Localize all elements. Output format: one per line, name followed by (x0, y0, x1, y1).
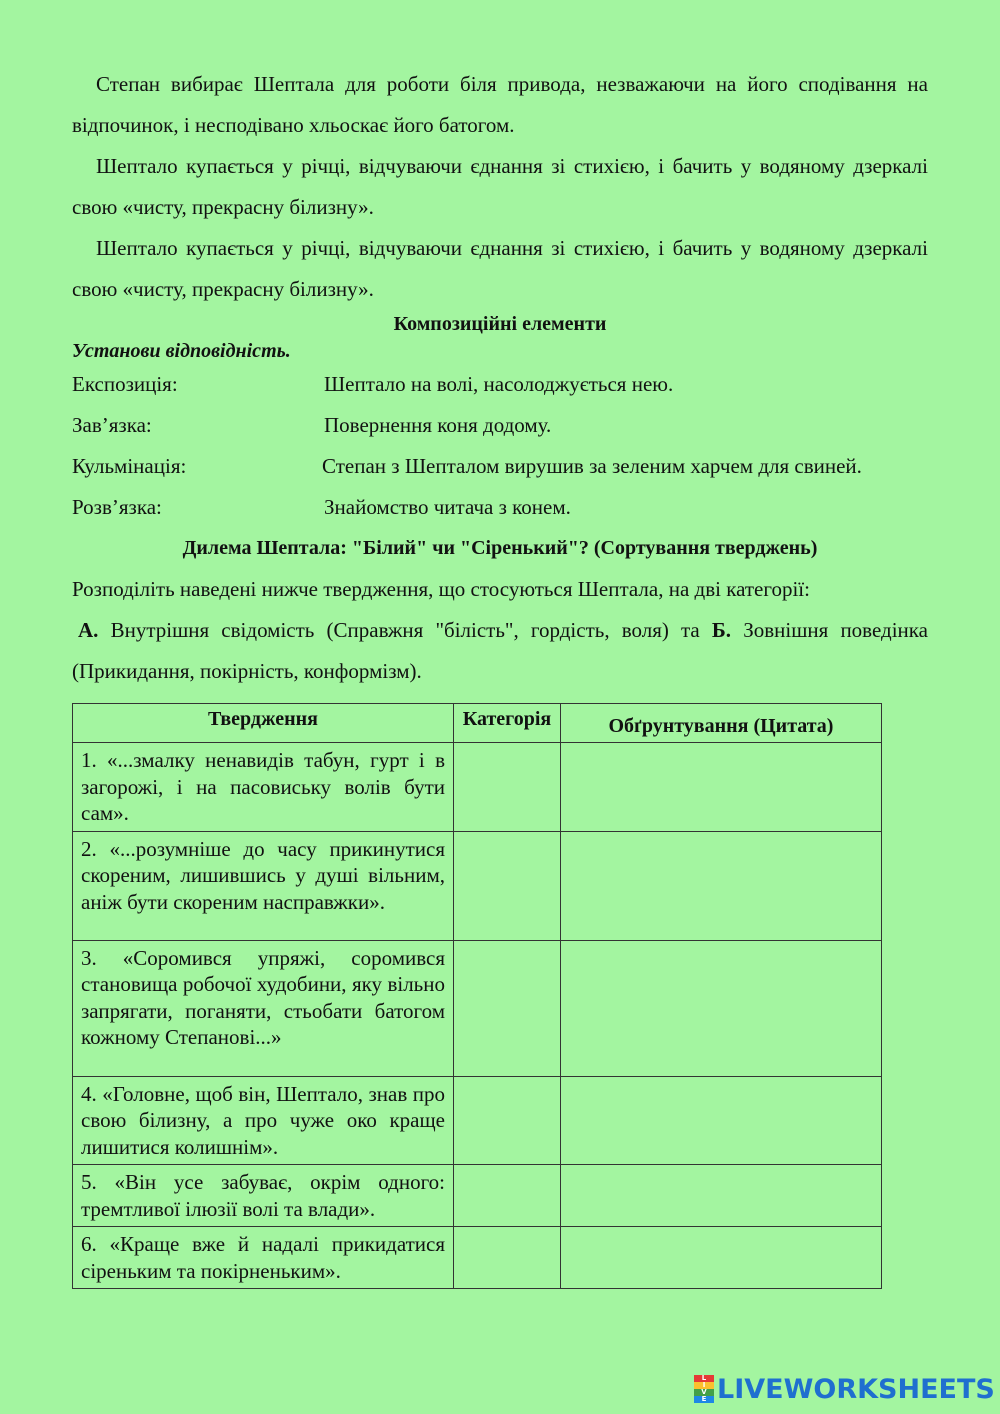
composition-instruction: Установи відповідність. (72, 340, 291, 362)
dilemma-intro: Розподіліть наведені нижче твердження, що стосуються Шептала, на дві категорії: (72, 577, 810, 601)
justification-cell[interactable] (561, 940, 882, 1076)
logo-mark-letter: L (694, 1375, 714, 1382)
match-value[interactable]: Знайомство читача з конем. (324, 495, 571, 519)
header-category: Категорія (454, 704, 561, 743)
justification-cell[interactable] (561, 831, 882, 940)
match-label: Розв’язка: (72, 495, 162, 519)
table-row (73, 1227, 882, 1289)
table-row (73, 1165, 882, 1227)
dilemma-categories (72, 610, 928, 692)
category-cell[interactable] (454, 743, 561, 832)
match-row-exposition (72, 364, 928, 405)
category-cell[interactable] (454, 1076, 561, 1165)
intro-paragraph-3: Шептало купається у річці, відчуваючи єднання зі стихією, і бачить у водяному дзеркалі свою «чисту, прекрасну білизну». (72, 236, 928, 301)
sorting-table (72, 703, 882, 1289)
category-b-text: Зовнішня поведінка (Прикидання, покірність, конформізм). (72, 618, 928, 683)
logo-mark-letter: E (694, 1396, 714, 1403)
match-value[interactable]: Повернення коня додому. (324, 413, 552, 437)
dilemma-title: Дилема Шептала: "Білий" чи "Сіренький"? (Сортування тверджень) (182, 537, 818, 559)
category-cell[interactable] (454, 1165, 561, 1227)
match-value[interactable]: Шептало на волі, насолоджується нею. (324, 372, 674, 396)
match-label: Зав’язка: (72, 413, 152, 437)
justification-cell[interactable] (561, 743, 882, 832)
table-header-row (73, 704, 882, 743)
match-label: Кульмінація: (72, 454, 187, 478)
intro-paragraph-1: Степан вибирає Шептала для роботи біля привода, незважаючи на його сподівання на відпочинок, і несподівано хльоскає його батогом. (72, 72, 928, 137)
statement-cell: 4. «Головне, щоб він, Шептало, знав про свою білизну, а про чуже око краще лишитися колишнім». (73, 1076, 454, 1165)
statement-cell: 6. «Краще вже й надалі прикидатися сіреньким та покірненьким». (73, 1227, 454, 1289)
logo-mark-icon (694, 1375, 714, 1403)
match-row-resolution (72, 487, 928, 528)
intro-paragraph-2: Шептало купається у річці, відчуваючи єднання зі стихією, і бачить у водяному дзеркалі свою «чисту, прекрасну білизну». (72, 154, 928, 219)
header-justification: Обґрунтування (Цитата) (561, 704, 882, 743)
header-statement: Твердження (73, 704, 454, 743)
statement-cell: 2. «...розумніше до часу прикинутися скореним, лишившись у душі вільним, аніж бути скореним насправжки». (73, 831, 454, 940)
match-label: Експозиція: (72, 372, 178, 396)
liveworksheets-logo (694, 1372, 995, 1406)
match-row-climax (72, 446, 928, 487)
justification-cell[interactable] (561, 1076, 882, 1165)
composition-match-list (72, 364, 928, 528)
statement-cell: 1. «...змалку ненавидів табун, гурт і в загорожі, і на пасовиську волів бути сам». (73, 743, 454, 832)
composition-title: Композиційні елементи (393, 313, 607, 335)
justification-cell[interactable] (561, 1227, 882, 1289)
logo-mark-letter: I (694, 1382, 714, 1389)
category-a-text: Внутрішня свідомість (Справжня "білість", гордість, воля) та (98, 618, 712, 642)
match-row-plot (72, 405, 928, 446)
statement-cell: 5. «Він усе забуває, окрім одного: тремтливої ілюзії волі та влади». (73, 1165, 454, 1227)
statement-cell: 3. «Соромився упряжі, соромився становища робочої худобини, яку вільно запрягати, поганяти, стьобати батогом кожному Степанові...» (73, 940, 454, 1076)
category-cell[interactable] (454, 1227, 561, 1289)
category-cell[interactable] (454, 940, 561, 1076)
category-cell[interactable] (454, 831, 561, 940)
table-row (73, 940, 882, 1076)
category-a-letter: А. (78, 618, 99, 642)
worksheet-page (72, 64, 928, 1289)
logo-mark-letter: V (694, 1389, 714, 1396)
table-row (73, 743, 882, 832)
table-row (73, 1076, 882, 1165)
category-b-letter: Б. (711, 618, 732, 642)
table-row (73, 831, 882, 940)
match-value[interactable]: Степан з Шепталом вирушив за зеленим харчем для свиней. (322, 454, 862, 478)
justification-cell[interactable] (561, 1165, 882, 1227)
logo-text: LIVEWORKSHEETS (717, 1373, 995, 1405)
